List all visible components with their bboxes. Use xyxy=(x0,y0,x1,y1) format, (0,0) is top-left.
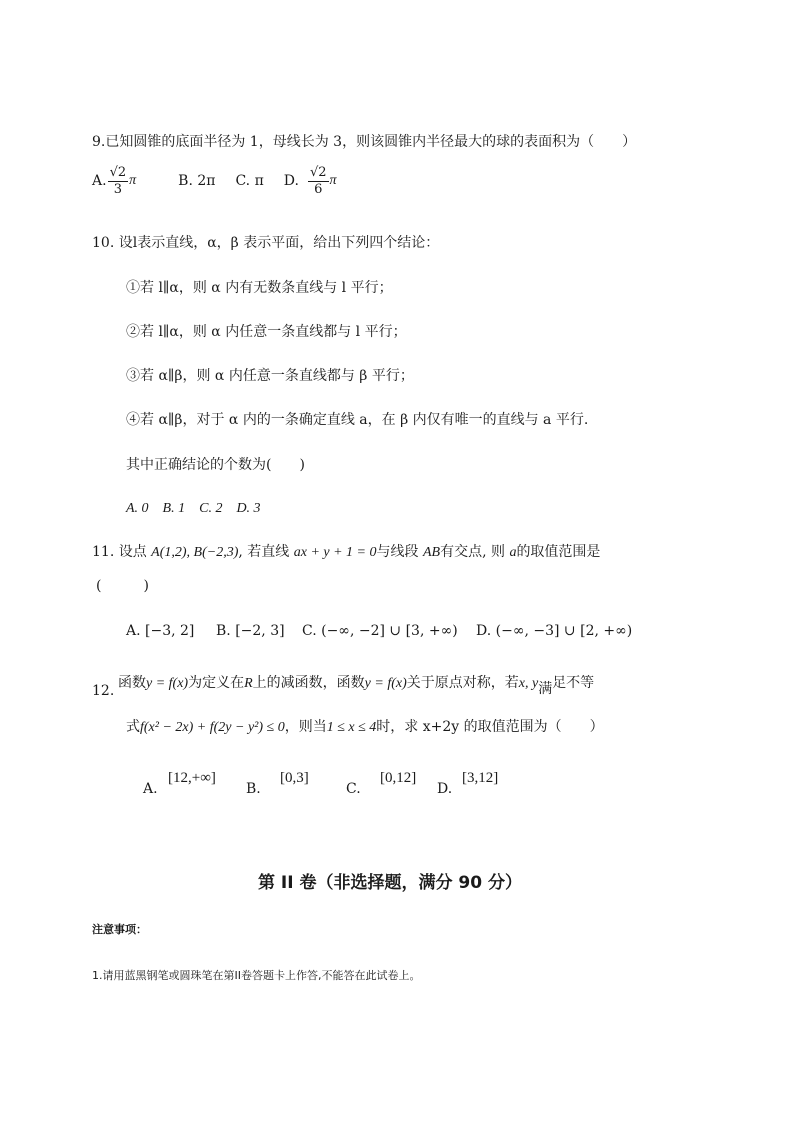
q12-line-1 xyxy=(118,675,595,697)
q11-points: A(1,2), B(−2,3) xyxy=(151,545,239,560)
q12-opt-c-label: C. xyxy=(346,781,361,797)
q11-paren: ( ) xyxy=(96,578,149,594)
q11-stem-mid2: 与线段 xyxy=(376,544,419,560)
q12-line2-a: 式 xyxy=(126,719,140,735)
q11-opt-a: A. [−3, 2] xyxy=(126,623,195,639)
q10-statement-4: ④若 α∥β，对于 α 内的一条确定直线 a，在 β 内仅有唯一的直线与 a 平行. xyxy=(126,412,589,428)
q9-opt-a-pi: π xyxy=(129,173,137,189)
q12-xy: x, y xyxy=(518,676,539,691)
q9-opt-d-num: 2 xyxy=(318,165,327,180)
q12-opt-a: [12,+∞] xyxy=(168,770,216,786)
q12-opt-a-label: A. xyxy=(143,781,158,797)
q9-opt-a-label: A. xyxy=(92,173,107,190)
q12-line-2 xyxy=(126,720,604,735)
q9-opt-d-label: D. xyxy=(283,173,299,190)
q9-opt-d-pi: π xyxy=(329,173,337,189)
q12-number: 12. xyxy=(92,683,115,699)
q10-statement-3: ③若 α∥β，则 α 内任意一条直线都与 β 平行； xyxy=(126,368,414,384)
q9-options xyxy=(92,166,337,196)
q12-inequality: f(x² − 2x) + f(2y − y²) ≤ 0 xyxy=(140,720,285,735)
q11-opt-c: C. (−∞, −2] ∪ [3, +∞) xyxy=(302,623,458,639)
q11-stem-mid3: 有交点, 则 xyxy=(440,544,505,560)
q11-stem xyxy=(92,545,600,560)
q9-stem: 9.已知圆锥的底面半径为 1，母线长为 3，则该圆锥内半径最大的球的表面积为（ ） xyxy=(92,134,637,150)
q11-segment: AB xyxy=(422,545,441,560)
q9-opt-c: C. π xyxy=(235,173,264,190)
q12-real-set: R xyxy=(244,676,253,691)
q12-line1-e: 足不等 xyxy=(552,675,595,691)
q10-statement-2: ②若 l∥α，则 α 内任意一条直线都与 l 平行； xyxy=(126,324,407,340)
q9-opt-a-num: 2 xyxy=(117,165,127,180)
q10-stem: 10. 设l表示直线，α，β 表示平面，给出下列四个结论： xyxy=(92,235,440,251)
q10-ask: 其中正确结论的个数为( ) xyxy=(126,457,305,473)
note-1: 1.请用蓝黑钢笔或圆珠笔在第II卷答题卡上作答,不能答在此试卷上。 xyxy=(92,969,421,982)
q12-line1-a: 函数 xyxy=(118,675,146,691)
q12-line2-b: ，则当 xyxy=(284,719,327,735)
sqrt-icon: √ xyxy=(109,165,118,180)
notes-heading: 注意事项： xyxy=(92,923,147,936)
q12-line1-c: 上的减函数，函数 xyxy=(252,675,365,691)
q12-line1-b: 为定义在 xyxy=(188,675,245,691)
q9-opt-b: B. 2π xyxy=(178,173,216,190)
q12-function-2: y = f(x) xyxy=(364,676,407,691)
sqrt-icon: √ xyxy=(309,165,319,180)
q11-opt-d: D. (−∞, −3] ∪ [2, +∞) xyxy=(476,623,633,639)
q12-opt-b-label: B. xyxy=(246,781,261,797)
q12-opt-d: [3,12] xyxy=(462,770,499,786)
q11-opt-b: B. [−2, 3] xyxy=(216,623,285,639)
q10-options: A. 0 B. 1 C. 2 D. 3 xyxy=(126,501,261,516)
q12-man: 满 xyxy=(538,681,553,697)
q11-stem-mid: , 若直线 xyxy=(238,544,290,560)
q9-opt-a-den: 3 xyxy=(113,181,122,197)
q12-opt-b: [0,3] xyxy=(280,770,309,786)
q10-statement-1: ①若 l∥α，则 α 内有无数条直线与 l 平行； xyxy=(126,280,393,296)
q9-opt-a-fraction xyxy=(108,166,129,196)
q9-opt-d-fraction xyxy=(308,166,329,196)
q11-stem-end: 的取值范围是 xyxy=(516,544,601,560)
q12-opt-c: [0,12] xyxy=(380,770,417,786)
q12-range: 1 ≤ x ≤ 4 xyxy=(326,720,377,735)
q9-opt-d-den: 6 xyxy=(314,181,323,197)
q12-opt-d-label: D. xyxy=(437,781,453,797)
q12-line2-c: 时，求 x+2y 的取值范围为（ ） xyxy=(376,719,604,735)
q12-function: y = f(x) xyxy=(146,676,189,691)
section-title: 第 II 卷（非选择题，满分 90 分） xyxy=(258,873,522,893)
q11-line-equation: ax + y + 1 = 0 xyxy=(293,545,377,560)
q12-line1-d: 关于原点对称，若 xyxy=(406,675,519,691)
q11-stem-prefix: 11. 设点 xyxy=(92,544,147,560)
q11-variable: a xyxy=(509,545,517,560)
